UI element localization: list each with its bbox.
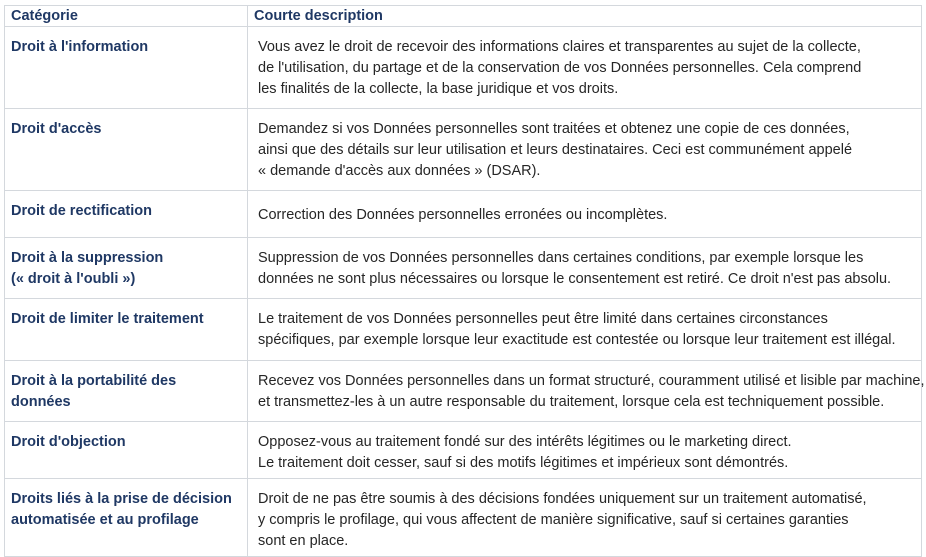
row-category bbox=[5, 479, 248, 557]
table-row bbox=[5, 27, 922, 109]
category-line: automatisée et au profilage bbox=[11, 512, 199, 528]
category-line: Droit d'objection bbox=[11, 434, 126, 450]
description-line: Droit de ne pas être soumis à des décisions fondées uniquement sur un traitement automatisé, bbox=[258, 491, 867, 507]
description-line: Recevez vos Données personnelles dans un format structuré, couramment utilisé et lisible par machine, bbox=[258, 373, 925, 389]
table-header-row bbox=[5, 6, 922, 27]
description-line: Le traitement doit cesser, sauf si des motifs légitimes et impérieux sont démontrés. bbox=[258, 455, 789, 471]
header-description: Courte description bbox=[248, 6, 922, 27]
category-line: Droit d'accès bbox=[11, 121, 102, 137]
row-category bbox=[5, 109, 248, 191]
description-line: Demandez si vos Données personnelles sont traitées et obtenez une copie de ces données, bbox=[258, 121, 850, 137]
row-description bbox=[248, 361, 925, 422]
row-description bbox=[248, 479, 922, 557]
row-description bbox=[248, 422, 922, 479]
row-description bbox=[248, 27, 922, 109]
description-line: de l'utilisation, du partage et de la conservation de vos Données personnelles. Cela comprend bbox=[258, 60, 862, 76]
category-line: données bbox=[11, 394, 71, 410]
header-category: Catégorie bbox=[5, 6, 248, 27]
description-line: sont en place. bbox=[258, 533, 349, 549]
category-line: Droits liés à la prise de décision bbox=[11, 491, 232, 507]
category-line: Droit de rectification bbox=[11, 203, 152, 219]
description-line: les finalités de la collecte, la base juridique et vos droits. bbox=[258, 81, 619, 97]
description-line: et transmettez-les à un autre responsable du traitement, lorsque cela est techniquement possible. bbox=[258, 394, 885, 410]
description-line: Correction des Données personnelles erronées ou incomplètes. bbox=[258, 207, 668, 223]
category-line: (« droit à l'oubli ») bbox=[11, 271, 136, 287]
row-category bbox=[5, 299, 248, 361]
table-row bbox=[5, 191, 922, 238]
rights-table bbox=[4, 5, 925, 557]
description-line: Suppression de vos Données personnelles dans certaines conditions, par exemple lorsque les bbox=[258, 250, 864, 266]
table-row bbox=[5, 109, 922, 191]
description-line: Opposez-vous au traitement fondé sur des intérêts légitimes ou le marketing direct. bbox=[258, 434, 792, 450]
row-description bbox=[248, 238, 922, 299]
description-line: ainsi que des détails sur leur utilisation et leurs destinataires. Ceci est communément appelé bbox=[258, 142, 853, 158]
row-category bbox=[5, 191, 248, 238]
table-row bbox=[5, 299, 922, 361]
row-category bbox=[5, 361, 248, 422]
category-line: Droit à l'information bbox=[11, 39, 149, 55]
description-line: spécifiques, par exemple lorsque leur exactitude est contestée ou lorsque leur traitement est illégal. bbox=[258, 332, 896, 348]
description-line: données ne sont plus nécessaires ou lorsque le consentement est retiré. Ce droit n'est pas absolu. bbox=[258, 271, 892, 287]
description-line: « demande d'accès aux données » (DSAR). bbox=[258, 163, 541, 179]
table-row bbox=[5, 422, 922, 479]
row-description bbox=[248, 109, 922, 191]
row-category bbox=[5, 238, 248, 299]
category-line: Droit de limiter le traitement bbox=[11, 311, 204, 327]
category-line: Droit à la portabilité des bbox=[11, 373, 177, 389]
category-line: Droit à la suppression bbox=[11, 250, 164, 266]
description-line: Le traitement de vos Données personnelles peut être limité dans certaines circonstances bbox=[258, 311, 828, 327]
row-description bbox=[248, 299, 922, 361]
row-category bbox=[5, 422, 248, 479]
row-description bbox=[248, 191, 922, 238]
table-row bbox=[5, 479, 922, 557]
description-line: Vous avez le droit de recevoir des informations claires et transparentes au sujet de la collecte, bbox=[258, 39, 861, 55]
description-line: y compris le profilage, qui vous affectent de manière significative, sauf si certaines garanties bbox=[258, 512, 849, 528]
table-row bbox=[5, 238, 922, 299]
table-row bbox=[5, 361, 922, 422]
row-category bbox=[5, 27, 248, 109]
